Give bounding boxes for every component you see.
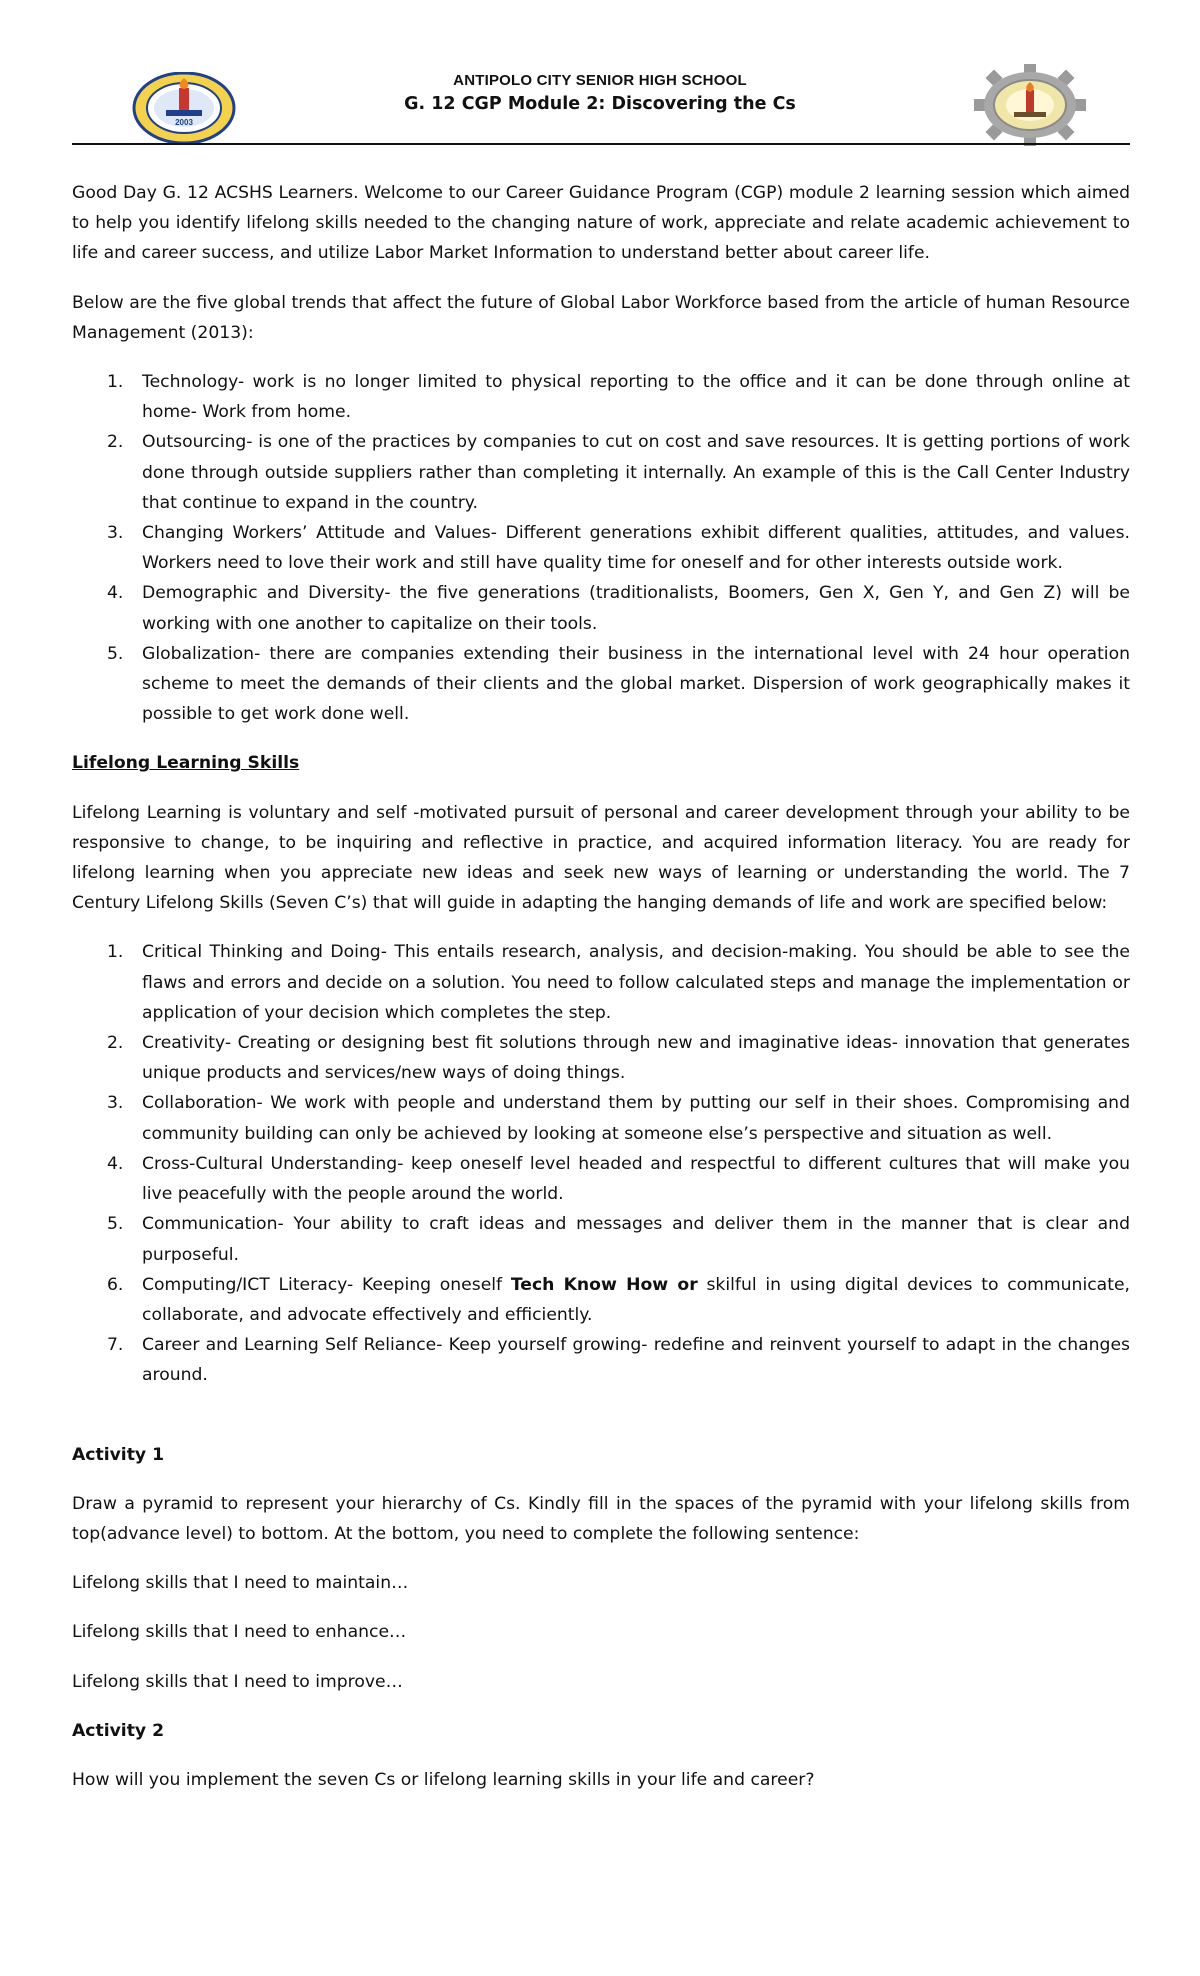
list-item: 7. Career and Learning Self Reliance- Keep yourself growing- redefine and reinvent yourself to adapt in the changes around. [107, 1335, 1130, 1386]
activity-1-prompt: Lifelong skills that I need to enhance… [72, 1622, 407, 1643]
list-item: 2. Creativity- Creating or designing best fit solutions through new and imaginative ideas- innovation that generates unique products and services/new ways of doing things. [107, 1033, 1130, 1084]
intro-paragraph: Good Day G. 12 ACSHS Learners. Welcome to our Career Guidance Program (CGP) module 2 learning session which aimed to help you identify lifelong skills needed to the changing nature of work, appreciate and relate academic achievement to life and career success, and utilize Labor Market Information to understand better about career life. [72, 183, 1130, 264]
trends-intro-paragraph: Below are the five global trends that affect the future of Global Labor Workforce based from the article of human Resource Management (2013): [72, 292, 1130, 343]
lifelong-intro-paragraph: Lifelong Learning is voluntary and self -motivated pursuit of personal and career development through your ability to be responsive to change, to be inquiring and reflective in practice, and acquired information literacy. You are ready for lifelong learning when you appreciate new ideas and seek new ways of learning or understanding the world. The 7 Century Lifelong Skills (Seven C’s) that will guide in adapting the hanging demands of life and work are specified below: [72, 802, 1130, 914]
seal-year: 2003 [175, 118, 193, 127]
activity-2-question: How will you implement the seven Cs or lifelong learning skills in your life and career? [72, 1769, 815, 1790]
list-item: 1. Critical Thinking and Doing- This entails research, analysis, and decision-making. You should be able to see the flaws and errors and decide on a solution. You need to follow calculated steps and manage the implementation or application of your decision which completes the step. [107, 942, 1130, 1023]
shs-gear-logo [974, 64, 1086, 146]
list-item: 6. Computing/ICT Literacy- Keeping oneself Tech Know How or skilful in using digital devices to communicate, collaborate, and advocate effectively and efficiently. [107, 1274, 1130, 1325]
global-trends-list [72, 367, 1130, 729]
header-divider [72, 143, 1130, 145]
activity-1-instructions: Draw a pyramid to represent your hierarchy of Cs. Kindly fill in the spaces of the pyramid with your lifelong skills from top(advance level) to bottom. At the bottom, you need to complete the following sentence: [72, 1493, 1130, 1544]
list-item: 3. Collaboration- We work with people and understand them by putting our self in their shoes. Compromising and community building can only be achieved by looking at someone else’s perspective and situation as well. [107, 1093, 1130, 1144]
document-body [72, 178, 1130, 1814]
list-item: 5. Communication- Your ability to craft ideas and messages and deliver them in the manner that is clear and purposeful. [107, 1214, 1130, 1265]
activity-1-prompt: Lifelong skills that I need to maintain… [72, 1573, 409, 1594]
lifelong-skills-heading: Lifelong Learning Skills [72, 753, 300, 774]
lifelong-skills-list [72, 937, 1130, 1390]
list-item: 2. Outsourcing- is one of the practices by companies to cut on cost and save resources. It is getting portions of work done through outside suppliers rather than completing it internally. An example of this is the Call Center Industry that continue to expand in the country. [107, 432, 1130, 513]
activity-2-heading: Activity 2 [72, 1720, 165, 1741]
document-header [0, 0, 1200, 150]
list-item: 4. Demographic and Diversity- the five generations (traditionalists, Boomers, Gen X, Gen Y, and Gen Z) will be working with one another to capitalize on their tools. [107, 583, 1130, 634]
module-title: G. 12 CGP Module 2: Discovering the Cs [404, 94, 796, 114]
list-item: 3. Changing Workers’ Attitude and Values- Different generations exhibit different qualities, attitudes, and values. Workers need to love their work and still have quality time for oneself and for other interests outside work. [107, 523, 1130, 574]
activity-1-heading: Activity 1 [72, 1444, 165, 1465]
list-item: 4. Cross-Cultural Understanding- keep oneself level headed and respectful to different cultures that will make you live peacefully with the people around the world. [107, 1153, 1130, 1205]
list-item: 5. Globalization- there are companies extending their business in the international level with 24 hour operation scheme to meet the demands of their clients and the global market. Dispersion of work geographically makes it possible to get work done well. [107, 643, 1130, 725]
activity-1-prompt: Lifelong skills that I need to improve… [72, 1671, 403, 1692]
bold-phrase: Tech Know How or [510, 1274, 698, 1295]
list-item: 1. Technology- work is no longer limited to physical reporting to the office and it can be done through online at home- Work from home. [107, 372, 1130, 423]
school-name: ANTIPOLO CITY SENIOR HIGH SCHOOL [453, 72, 747, 89]
